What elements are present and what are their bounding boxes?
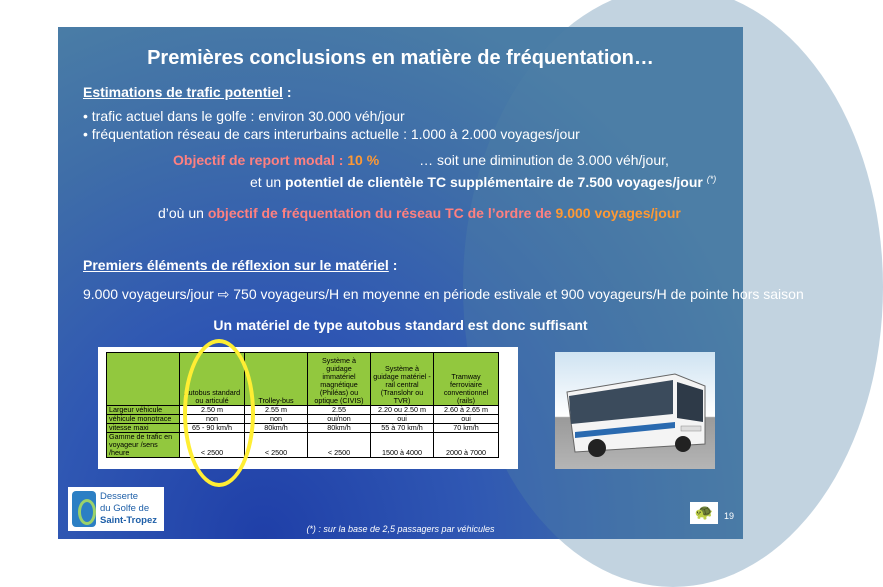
table-cell: 55 à 70 km/h — [371, 424, 434, 433]
objective-label: Objectif de report modal : — [173, 152, 348, 168]
bullet-network: • fréquentation réseau de cars interurbains actuelle : 1.000 à 2.000 voyages/jour — [83, 126, 580, 142]
target-label: objectif de fréquentation du réseau TC de l’ordre de — [207, 205, 556, 221]
section2-colon: : — [388, 257, 398, 273]
table-header-cell: Système à guidage immatériel magnétique (Philéas) ou optique (CIVIS) — [308, 353, 371, 406]
footnote: (*) : sur la base de 2,5 passagers par véhicules — [306, 524, 495, 534]
table-header-cell: Autobus standard ou articulé — [180, 353, 245, 406]
bus-icon — [555, 352, 715, 469]
table-cell: oui — [371, 415, 434, 424]
table-cell: oui — [434, 415, 499, 424]
table-cell: 2.60 à 2.65 m — [434, 406, 499, 415]
turtle-icon: 🐢 — [690, 502, 718, 524]
potential-bold: potentiel de clientèle TC supplémentaire de 7.500 voyages/jour — [285, 174, 703, 190]
table-cell: < 2500 — [245, 433, 308, 458]
bus-photo — [555, 352, 715, 469]
arrow-right-icon: ⇨ — [217, 286, 230, 302]
table-header-row — [107, 353, 499, 406]
table-cell: non — [245, 415, 308, 424]
target-value: 9.000 voyages/jour — [555, 205, 681, 221]
table-cell: 80km/h — [245, 424, 308, 433]
table-row-label: Gamme de trafic en voyageur /sens /heure — [107, 433, 180, 458]
section1-colon: : — [282, 84, 292, 100]
table-cell: 2.55 — [308, 406, 371, 415]
ratio-before: 9.000 voyageurs/jour — [83, 286, 218, 302]
table-cell: non — [180, 415, 245, 424]
potential-line — [250, 174, 716, 190]
table-cell: < 2500 — [308, 433, 371, 458]
slide — [58, 27, 804, 539]
target-line — [158, 205, 681, 221]
table-header-cell — [107, 353, 180, 406]
table-cell: 70 km/h — [434, 424, 499, 433]
section2-heading-line — [83, 257, 397, 275]
table-row — [107, 433, 499, 458]
table-cell: oui/non — [308, 415, 371, 424]
potential-note: (*) — [706, 174, 717, 184]
logo-line3: Saint-Tropez — [100, 515, 158, 526]
table-cell: 1500 à 4000 — [371, 433, 434, 458]
table-cell: < 2500 — [180, 433, 245, 458]
ratio-after: 750 voyageurs/H en moyenne en période estivale et 900 voyageurs/H de pointe hors saison — [229, 286, 804, 302]
conclusion: Un matériel de type autobus standard est donc suffisant — [213, 317, 588, 333]
table-row-label: véhicule monotrace — [107, 415, 180, 424]
table-row-label: vitesse maxi — [107, 424, 180, 433]
table-cell: 2.50 m — [180, 406, 245, 415]
potential-prefix: et un — [250, 174, 286, 190]
table-cell: 2.55 m — [245, 406, 308, 415]
logo-icon — [72, 491, 96, 527]
table-header-cell: Trolley-bus — [245, 353, 308, 406]
comparison-table-panel — [98, 347, 518, 469]
objective-line — [173, 152, 669, 168]
table-row-label: Largeur véhicule — [107, 406, 180, 415]
table-cell: 65 - 90 km/h — [180, 424, 245, 433]
table-header-cell: Système à guidage matériel - rail central (Translohr ou TVR) — [371, 353, 434, 406]
table-row — [107, 415, 499, 424]
objective-rest: … soit une diminution de 3.000 véh/jour, — [419, 152, 669, 168]
table-header-cell: Tramway ferroviaire conventionnel (rails) — [434, 353, 499, 406]
target-prefix: d’où un — [158, 205, 208, 221]
objective-value: 10 % — [347, 152, 380, 168]
page-number: 19 — [724, 511, 735, 521]
logo-line1: Desserte — [100, 491, 139, 502]
section1-heading: Estimations de trafic potentiel — [83, 84, 283, 100]
ratio-line — [83, 286, 804, 303]
slide-title: Premières conclusions en matière de fréquentation… — [147, 47, 654, 69]
bullet-traffic: • trafic actuel dans le golfe : environ 30.000 véh/jour — [83, 108, 405, 124]
comparison-table — [106, 352, 499, 458]
table-cell: 2000 à 7000 — [434, 433, 499, 458]
section2-heading: Premiers éléments de réflexion sur le matériel — [83, 257, 389, 273]
logo-line2: du Golfe de — [100, 503, 150, 514]
section1-heading-line — [83, 84, 292, 102]
table-cell: 2.20 ou 2.50 m — [371, 406, 434, 415]
table-cell: 80km/h — [308, 424, 371, 433]
highlight-ellipse — [183, 339, 255, 487]
